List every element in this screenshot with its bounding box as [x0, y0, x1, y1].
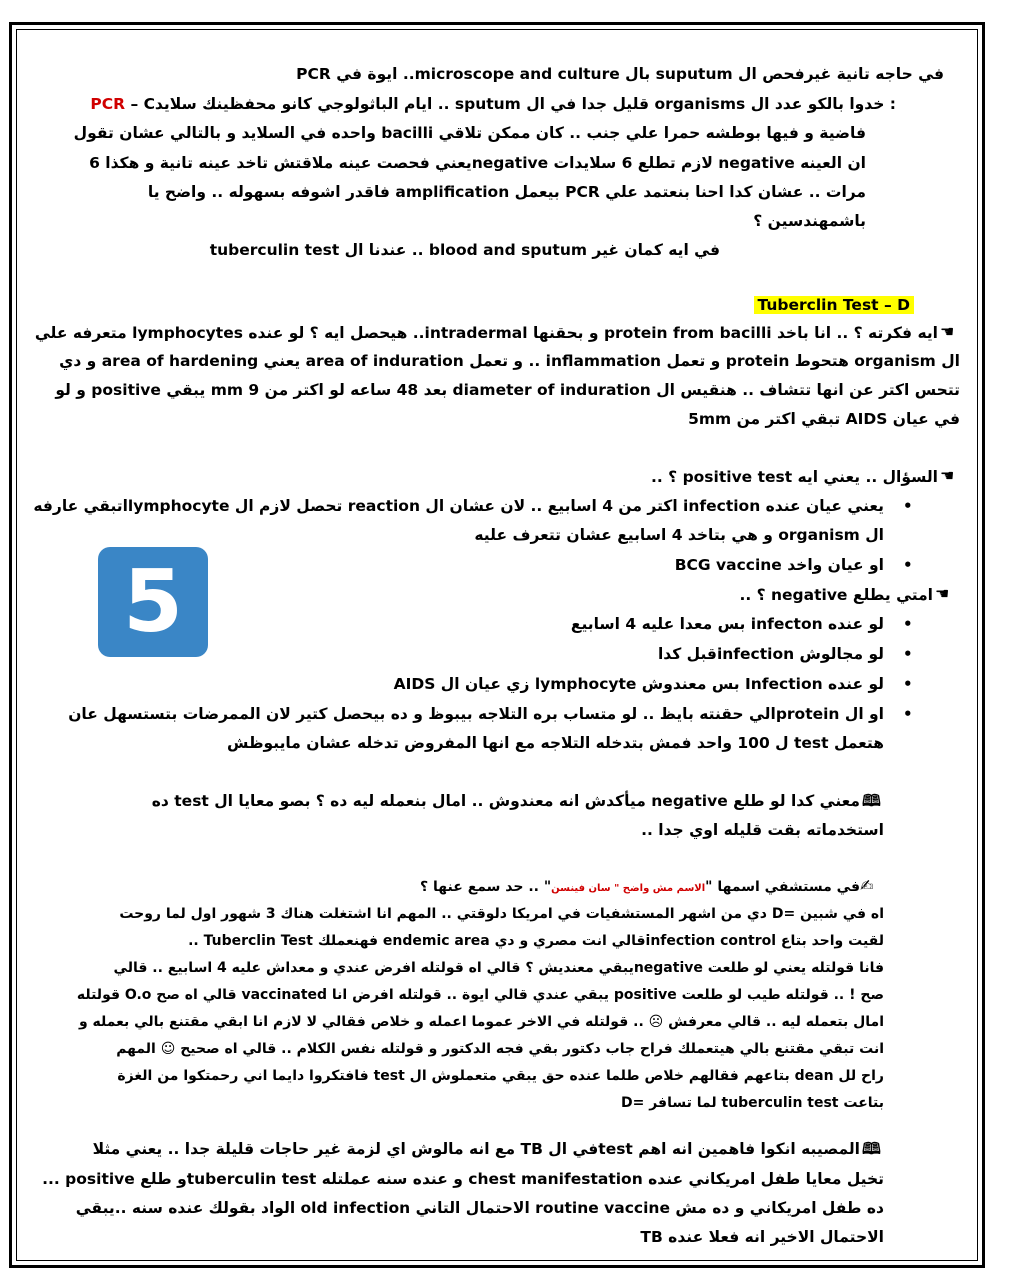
story-line5: صح ! .. قولتله طيب لو طلعت positive يبقي عندي قالي ايوة .. قولتله افرض انا vaccinated قالي اه صح O.o قولتله: [76, 987, 884, 1003]
bullet-icon: •: [903, 645, 913, 663]
book-icon: 🕮: [862, 791, 881, 810]
note2-line3: ده طفل امريكاني و ده مش routine vaccine الاحتمال التاني old infection الواد بقولك عنده سنه ..يبقي: [75, 1199, 884, 1217]
note2-line4: الاحتمال الاخير انه فعلا عنده TB: [640, 1228, 884, 1246]
tuberclin-line4: في عيان AIDS تبقي اكتر من 5mm: [688, 410, 960, 428]
positive-bullet1-line1: يعني عيان عنده infection اكتر من 4 اسابيع .. لان عشان ال reaction تحصل لازم ال lymphocyteاتبقي عارفه: [33, 497, 884, 515]
pcr-c-line1: : خدوا بالكو عدد ال organisms قليل جدا في ال sputum .. ايام الباثولوجي كانو محفظينك سلايد: [154, 95, 896, 113]
positive-bullet1-line2: ال organism و هي بتاخد 4 اسابيع عشان تتعرف عليه: [474, 526, 884, 544]
pcr-c-heading: PCR – C: [90, 95, 155, 113]
positive-bullet2: او عيان واخد BCG vaccine: [674, 556, 884, 574]
pcr-intro: في حاجه تانية غيرفحص ال suputum بال microscope and culture.. ايوة في PCR: [296, 65, 944, 83]
number-badge: 5: [98, 547, 208, 657]
tuberclin-line3: تتحس اكتر عن انها تتشاف .. هنقيس ال diameter of induration بعد 48 ساعه لو اكتر من 9 mm يبقي positive و لو: [55, 381, 960, 399]
positive-question: السؤال .. يعني ايه positive test ؟ ..: [651, 468, 938, 486]
note1-line1: معني كدا لو طلع negative ميأكدش انه معندوش .. امال بنعمله ليه ده ؟ بصو معايا ال test ده: [151, 792, 860, 810]
note1-line2: استخدماته بقت قليله اوي جدا ..: [641, 821, 884, 839]
pcr-letter: C: [143, 95, 155, 113]
signature-icon: ✍: [860, 876, 874, 895]
negative-bullet4-line2: هتعمل test ل 100 واحد فمش بتدخله التلاجه مع انها المفروض تدخله عشان مايبوظش: [227, 734, 884, 752]
note2-line2: تخيل معايا طفل امريكاني عنده chest manifestation و عنده سنه عملتله tuberculin testو طلع positive ...: [42, 1170, 884, 1188]
book-icon: 🕮: [862, 1139, 881, 1158]
story-line4: فانا قولتله يعني لو طلعت negativeيبقي معنديش ؟ قالي اه قولتله افرض عندي و معداش عليه 4 اسابيع .. قالي: [113, 960, 884, 976]
story-line9: بتاعت tuberculin test لما تسافر =D: [620, 1095, 884, 1111]
bullet-icon: •: [903, 497, 913, 515]
negative-bullet2: لو مجالوش infectionقبل كدا: [657, 645, 884, 663]
bullet-icon: •: [903, 705, 913, 723]
pcr-question: في ايه كمان غير blood and sputum .. عندنا ال tuberculin test: [209, 241, 720, 259]
hand-pointing-icon: ☚: [940, 466, 955, 485]
story-line2: اه في شبين =D دي من اشهر المستشفيات في امريكا دلوقتي .. المهم انا اشتغلت هناك 3 شهور اول لما روحت: [119, 906, 884, 922]
pcr-label: PCR: [90, 95, 126, 113]
bullet-icon: •: [903, 675, 913, 693]
pcr-c-line5: باشمهندسين ؟: [753, 212, 866, 230]
story-line8: راح لل dean بتاعهم فقالهم خلاص طلما عنده حق يبقي متعملوش ال test فافتكروا دايما اني رحمتكوا من الغزة: [117, 1068, 884, 1084]
hand-pointing-icon: ☚: [935, 584, 950, 603]
tuberclin-line1: ايه فكرته ؟ .. انا باخد protein from bacilli و بحقنها intradermal.. هيحصل ايه ؟ لو عنده lymphocytes متعرفه علي: [34, 324, 938, 342]
tuberclin-heading: Tuberclin Test – D: [754, 294, 914, 316]
bullet-icon: •: [903, 615, 913, 633]
pcr-c-line2: فاضية و فيها بوطشه حمرا علي جنب .. كان ممكن تلاقي bacilli واحده في السلايد و بالتالي عشان تقول: [73, 124, 866, 142]
pcr-c-line3: ان العينه negative لازم تطلع 6 سلايدات negativeيعني فحصت عينه ملاقتش تاخد عينه تانية و هكذا 6: [89, 154, 866, 172]
note2-line1: المصيبه انكوا فاهمين انه اهم testفي ال TB مع انه مالوش اي لزمة غير حاجات قليلة جدا .. يعني مثلا: [92, 1140, 860, 1158]
negative-bullet1: لو عنده infecton بس معدا عليه 4 اسابيع: [570, 615, 884, 633]
story-line6: امال بتعمله ليه .. قالي معرفش ☹ .. قولتله في الاخر عموما اعمله و خلاص فقالي لا لازم انا ابقي مقتنع بالي بعمله و: [78, 1014, 884, 1030]
negative-bullet4-line1: او ال proteinالي حقنته بايظ .. لو متساب بره التلاجه بيبوظ و ده بيحصل كتير لان الممرضات بتستسهل عان: [68, 705, 884, 723]
pcr-c-line4: مرات .. عشان كدا احنا بنعتمد علي PCR بيعمل amplification فاقدر اشوفه بسهوله .. واضح يا: [147, 183, 866, 201]
story-line3: لقيت واحد بتاع infection controlقالي انت مصري و دي endemic area فهنعملك Tuberclin Test ..: [188, 933, 884, 949]
tuberclin-line2: ال organism هتحوط protein و تعمل inflammation .. و تعمل area of induration يعني area of hardening و دي: [59, 352, 960, 370]
bullet-icon: •: [903, 556, 913, 574]
story-line7: انت تبقي مقتنع بالي هيتعملك فراح جاب دكتور بقي فجه الدكتور و قولتله نفس الكلام .. قالي اه صحيح ☺ المهم: [116, 1041, 884, 1057]
negative-question: امتي يطلع negative ؟ ..: [739, 586, 933, 604]
negative-bullet3: لو عنده Infection بس معندوش lymphocyte زي عيان ال AIDS: [393, 675, 884, 693]
hand-pointing-icon: ☚: [940, 322, 955, 341]
story-line1: في مستشفي اسمها "الاسم مش واضح " سان فينسن" .. حد سمع عنها ؟: [420, 879, 860, 895]
